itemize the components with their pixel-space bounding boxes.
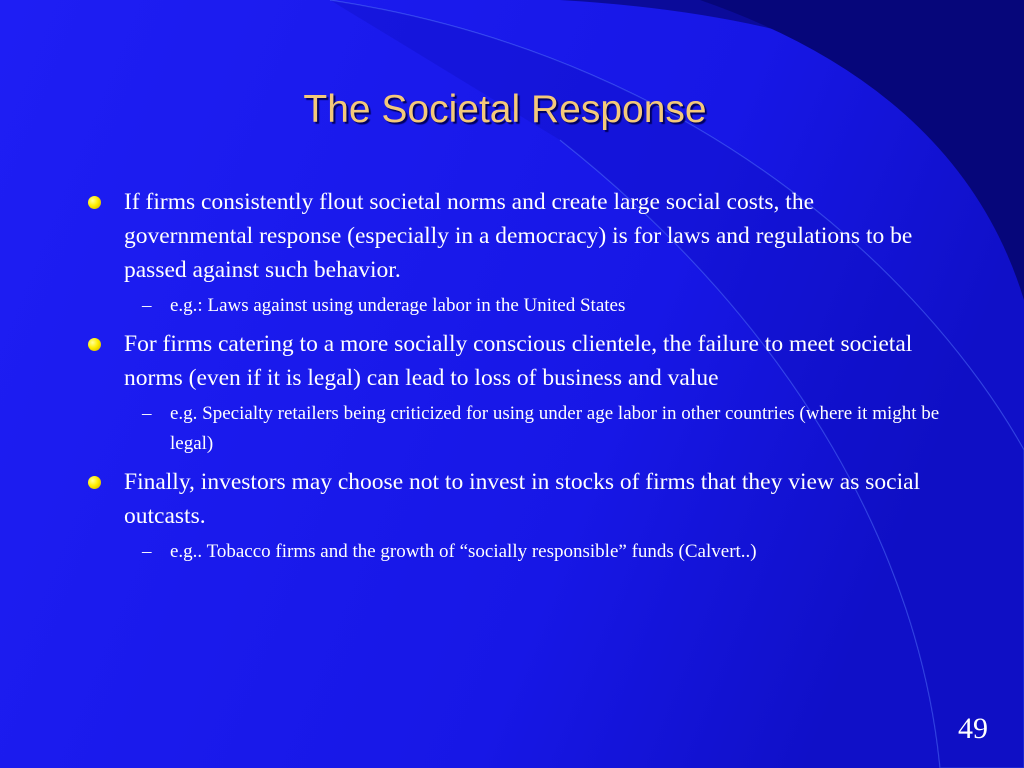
sub-bullet-text: e.g. Specialty retailers being criticized for using under age labor in other countries (where it might be legal): [170, 403, 940, 454]
dash-icon: –: [142, 295, 152, 316]
bullet-list: [86, 185, 946, 573]
bullet-text: For firms catering to a more socially conscious clientele, the failure to meet societal norms (even if it is legal) can lead to loss of business and value: [124, 331, 913, 391]
bullet-dot-icon: [88, 196, 101, 209]
bullet-item-3: [86, 465, 946, 533]
bullet-item-2: [86, 327, 946, 395]
sub-bullet-item-3: [86, 537, 946, 567]
bullet-dot-icon: [88, 476, 101, 489]
sub-bullet-text: e.g.: Laws against using underage labor in the United States: [170, 295, 626, 316]
bullet-text: Finally, investors may choose not to invest in stocks of firms that they view as social outcasts.: [124, 469, 921, 529]
bullet-item-1: [86, 185, 946, 287]
sub-bullet-item-2: [86, 399, 946, 459]
bullet-dot-icon: [88, 338, 101, 351]
slide-title: The Societal Response: [303, 88, 707, 131]
dash-icon: –: [142, 541, 152, 562]
bullet-text: If firms consistently flout societal norms and create large social costs, the governmental response (especially in a democracy) is for laws and regulations to be passed against such behavior.: [124, 189, 913, 283]
sub-bullet-text: e.g.. Tobacco firms and the growth of “socially responsible” funds (Calvert..): [170, 541, 757, 562]
dash-icon: –: [142, 403, 152, 424]
sub-bullet-item-1: [86, 291, 946, 321]
slide-number: 49: [958, 712, 988, 745]
